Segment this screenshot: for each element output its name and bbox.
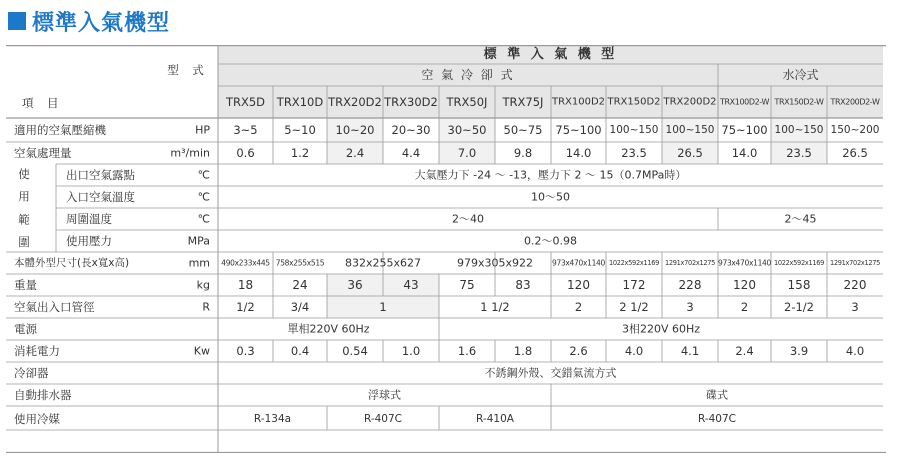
power-three-value: 3相220V 60Hz — [621, 322, 701, 336]
consumption-value: 3.9 — [789, 344, 809, 358]
model-header-trx30d2: TRX30D2 — [384, 95, 438, 109]
consumption-unit: Kw — [193, 344, 210, 358]
flow-label: 空氣處理量 — [14, 146, 72, 160]
refrigerant-value: R-410A — [476, 413, 514, 425]
hp-value: 150~200 — [830, 124, 880, 136]
consumption-value: 0.4 — [290, 344, 310, 358]
dims-label: 本體外型尺寸(長x寬x高) — [14, 257, 130, 269]
ambient-temp-unit: ℃ — [197, 212, 210, 226]
hp-value: 50~75 — [503, 123, 543, 137]
page-title: 標準入氣機型 — [32, 10, 171, 36]
drain-label: 自動排水器 — [14, 388, 72, 402]
pipe-value: 3 — [686, 300, 694, 314]
weight-label: 重量 — [14, 278, 37, 292]
corner-label-item: 項 目 — [22, 96, 60, 110]
main-header: 標 準 入 氣 機 型 — [483, 47, 618, 62]
pipe-label: 空氣出入口管徑 — [14, 300, 95, 314]
model-header-trx10d: TRX10D — [276, 95, 324, 109]
corner-label-type: 型 式 — [167, 63, 205, 77]
drain-float-value: 浮球式 — [368, 388, 401, 402]
weight-value: 120 — [733, 278, 756, 292]
inlet-temp-label: 入口空氣溫度 — [66, 190, 135, 204]
pipe-value: 1/2 — [236, 300, 255, 314]
dims-value: 1291x702x1275 — [664, 259, 716, 267]
flow-value: 4.4 — [401, 146, 421, 160]
flow-unit: m³/min — [170, 146, 210, 160]
dims-value: 490x233x445 — [221, 258, 270, 268]
drain-disc-value: 碟式 — [706, 388, 728, 402]
hp-value: 100~150 — [665, 124, 715, 136]
ambient-temp-label: 周圍溫度 — [66, 212, 112, 226]
weight-value: 83 — [515, 278, 531, 292]
hp-value: 3~5 — [233, 123, 258, 137]
usage-group-label-char: 圍 — [18, 235, 30, 249]
cooler-value: 不銹鋼外殼、交錯氣流方式 — [484, 366, 617, 380]
consumption-value: 1.0 — [401, 344, 421, 358]
model-header-trx150d2-w: TRX150D2-W — [774, 97, 824, 107]
pipe-value: 1 — [379, 300, 387, 314]
dims-value: 1022x592x1169 — [608, 259, 660, 267]
refrigerant-label: 使用冷媒 — [14, 412, 60, 426]
model-header-trx20d2: TRX20D2 — [328, 95, 382, 109]
model-header-trx200d2: TRX200D2 — [663, 96, 717, 108]
weight-value: 220 — [843, 278, 867, 292]
consumption-value: 4.0 — [624, 344, 644, 358]
weight-value: 18 — [237, 278, 254, 292]
flow-value: 0.6 — [236, 146, 255, 160]
pipe-value: 2-1/2 — [784, 300, 814, 314]
dims-value: 1291x702x1275 — [829, 259, 881, 267]
hp-value: 20~30 — [391, 123, 431, 137]
hp-value: 30~50 — [447, 123, 487, 137]
consumption-label: 消耗電力 — [14, 344, 60, 358]
pipe-value: 2 — [574, 300, 583, 314]
pressure-value: 0.2～0.98 — [524, 234, 577, 248]
pipe-value: 1 1/2 — [480, 300, 510, 314]
water-cooled-header: 水冷式 — [782, 68, 819, 82]
model-header-trx200d2-w: TRX200D2-W — [830, 97, 880, 107]
ambient-air-value: 2～40 — [452, 212, 484, 226]
dims-value: 973x470x1140 — [718, 258, 771, 268]
flow-value: 26.5 — [842, 146, 868, 160]
refrigerant-value: R-407C — [697, 413, 737, 425]
usage-group-label-char: 範 — [18, 212, 30, 227]
pipe-value: 3/4 — [290, 300, 310, 314]
consumption-value: 2.6 — [569, 344, 588, 358]
hp-value: 75~100 — [721, 123, 768, 137]
consumption-value: 0.3 — [236, 344, 255, 358]
ambient-water-value: 2～45 — [784, 212, 817, 226]
power-single-value: 單相220V 60Hz — [287, 322, 370, 336]
refrigerant-value: R-134a — [253, 413, 292, 425]
consumption-value: 4.0 — [845, 344, 865, 358]
dims-unit: mm — [188, 256, 210, 270]
model-header-trx75j: TRX75J — [502, 95, 544, 109]
consumption-value: 0.54 — [342, 344, 368, 358]
consumption-value: 1.8 — [513, 344, 533, 358]
consumption-value: 2.4 — [735, 344, 754, 358]
dew-point-value: 大氣壓力下 -24 ～ -13，壓力下 2 ～ 15（0.7MPa時） — [414, 168, 687, 182]
cooler-label: 冷卻器 — [14, 366, 49, 380]
flow-value: 23.5 — [621, 146, 647, 160]
weight-value: 228 — [678, 278, 702, 292]
heading-square-icon — [8, 12, 26, 30]
inlet-temp-value: 10～50 — [531, 190, 570, 204]
usage-group-label-char: 用 — [18, 189, 30, 204]
weight-value: 43 — [403, 278, 419, 292]
hp-value: 75~100 — [555, 123, 602, 137]
flow-value: 26.5 — [677, 146, 703, 160]
hp-value: 10~20 — [335, 123, 375, 137]
weight-value: 158 — [787, 278, 811, 292]
hp-unit: HP — [195, 123, 210, 137]
hp-value: 100~150 — [774, 124, 824, 136]
inlet-temp-unit: ℃ — [197, 190, 210, 204]
weight-unit: kg — [196, 278, 210, 292]
pipe-value: 3 — [851, 300, 859, 314]
pipe-unit: R — [202, 300, 210, 314]
flow-value: 14.0 — [731, 146, 758, 160]
flow-value: 2.4 — [345, 146, 365, 160]
model-header-trx50j: TRX50J — [446, 95, 488, 109]
page-heading — [8, 6, 170, 36]
flow-value: 14.0 — [565, 146, 592, 160]
model-header-trx100d2-w: TRX100D2-W — [720, 97, 769, 107]
dew-point-unit: ℃ — [197, 168, 210, 182]
flow-value: 9.8 — [513, 146, 533, 160]
hp-value: 5~10 — [284, 123, 316, 137]
weight-value: 172 — [622, 278, 646, 292]
spec-table — [6, 45, 891, 453]
model-header-trx100d2: TRX100D2 — [551, 96, 606, 108]
dims-value: 1022x592x1169 — [773, 259, 825, 267]
flow-value: 7.0 — [457, 146, 477, 160]
weight-value: 36 — [347, 278, 363, 292]
weight-value: 24 — [292, 278, 308, 292]
refrigerant-value: R-407C — [363, 413, 403, 425]
power-label: 電源 — [14, 322, 37, 336]
hp-value: 100~150 — [609, 124, 659, 136]
model-header-trx5d: TRX5D — [225, 95, 266, 109]
usage-group-label-char: 使 — [18, 167, 30, 181]
weight-value: 75 — [459, 278, 475, 292]
dims-value: 832x255x627 — [344, 256, 422, 270]
pressure-unit: MPa — [187, 234, 210, 248]
flow-value: 23.5 — [786, 146, 812, 160]
consumption-value: 1.6 — [457, 344, 477, 358]
pressure-label: 使用壓力 — [66, 234, 112, 248]
air-cooled-header: 空 氣 冷 卻 式 — [421, 68, 515, 82]
consumption-value: 4.1 — [680, 344, 700, 358]
pipe-value: 2 — [740, 300, 749, 314]
weight-value: 120 — [567, 278, 590, 292]
model-header-trx150d2: TRX150D2 — [607, 96, 661, 108]
dims-value: 979x305x922 — [456, 256, 534, 270]
dims-value: 973x470x1140 — [552, 258, 605, 268]
dew-point-label: 出口空氣露點 — [66, 168, 135, 182]
hp-label: 適用的空氣壓縮機 — [14, 123, 106, 137]
pipe-value: 2 1/2 — [619, 300, 649, 314]
dims-value: 758x255x515 — [275, 258, 325, 268]
flow-value: 1.2 — [290, 146, 310, 160]
